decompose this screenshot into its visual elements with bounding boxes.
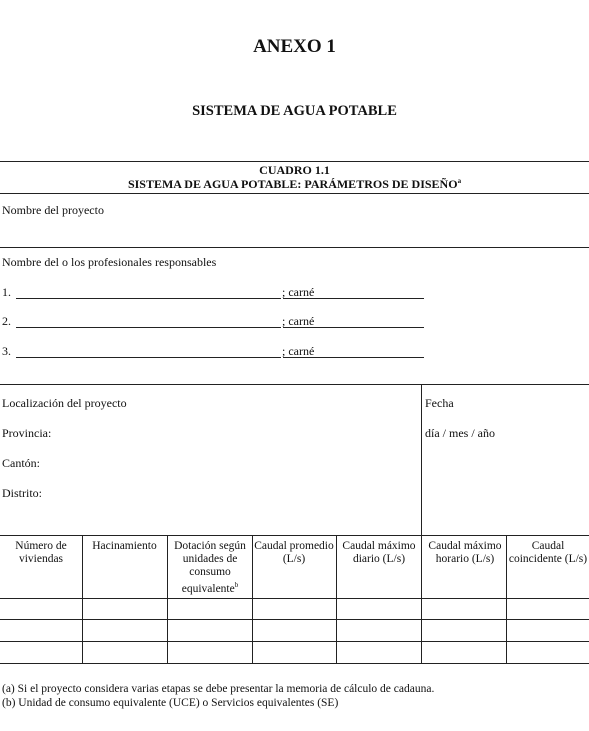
professional-number: 2. — [2, 314, 11, 328]
footnote-b: (b) Unidad de consumo equivalente (UCE) o Servicios equivalentes (SE) — [2, 697, 339, 709]
project-name-divider — [0, 247, 589, 248]
col-header-hacinamiento: Hacinamiento — [92, 540, 157, 552]
professional-name-line[interactable] — [16, 357, 281, 358]
params-top-border — [0, 535, 589, 536]
project-name-label: Nombre del proyecto — [2, 203, 104, 217]
col-divider — [506, 535, 507, 664]
table-bottom-border — [0, 663, 589, 664]
table-row — [0, 641, 589, 642]
fecha-label: Fecha — [425, 396, 454, 410]
carne-label: ; carné — [282, 285, 315, 299]
col-header-caudal-promedio: Caudal promedio (L/s) — [254, 540, 334, 565]
fecha-format: día / mes / año — [425, 426, 495, 440]
carne-line[interactable] — [283, 327, 424, 328]
annex-title: ANEXO 1 — [253, 36, 336, 57]
professional-number: 3. — [2, 344, 11, 358]
professionals-divider — [0, 384, 589, 385]
professional-name-line[interactable] — [16, 327, 281, 328]
footnote-a: (a) Si el proyecto considera varias etapas se debe presentar la memoria de cálculo de cadauna. — [2, 683, 435, 695]
location-label: Localización del proyecto — [2, 396, 127, 410]
col-header-viviendas: Número de viviendas — [15, 540, 67, 565]
cuadro-title: SISTEMA DE AGUA POTABLE: PARÁMETROS DE DISEÑO$^a$ — [127, 177, 462, 191]
col-header-caudal-coincidente: Caudal coincidente (L/s) — [508, 540, 588, 565]
col-divider — [167, 535, 168, 664]
carne-line[interactable] — [283, 357, 424, 358]
professional-number: 1. — [2, 285, 11, 299]
canton-label: Cantón: — [2, 456, 40, 470]
professionals-label: Nombre del o los profesionales responsables — [2, 255, 217, 269]
professional-name-line[interactable] — [16, 298, 281, 299]
col-header-caudal-max-diario: Caudal máximo diario (L/s) — [342, 540, 416, 565]
table-row — [0, 619, 589, 620]
cuadro-number: CUADRO 1.1 — [259, 163, 330, 177]
table-top-border — [0, 161, 589, 162]
carne-label: ; carné — [282, 344, 315, 358]
col-header-dotacion: Dotación según unidades de consumo equivalente$^b$ — [174, 540, 246, 595]
carne-line[interactable] — [283, 298, 424, 299]
header-divider — [0, 193, 589, 194]
fecha-divider — [421, 384, 422, 664]
distrito-label: Distrito: — [2, 486, 43, 500]
col-header-caudal-max-horario: Caudal máximo horario (L/s) — [428, 540, 502, 565]
table-row — [0, 598, 589, 599]
section-title: SISTEMA DE AGUA POTABLE — [192, 103, 397, 119]
provincia-label: Provincia: — [2, 426, 52, 440]
carne-label: ; carné — [282, 314, 315, 328]
col-divider — [82, 535, 83, 664]
col-divider — [336, 535, 337, 664]
